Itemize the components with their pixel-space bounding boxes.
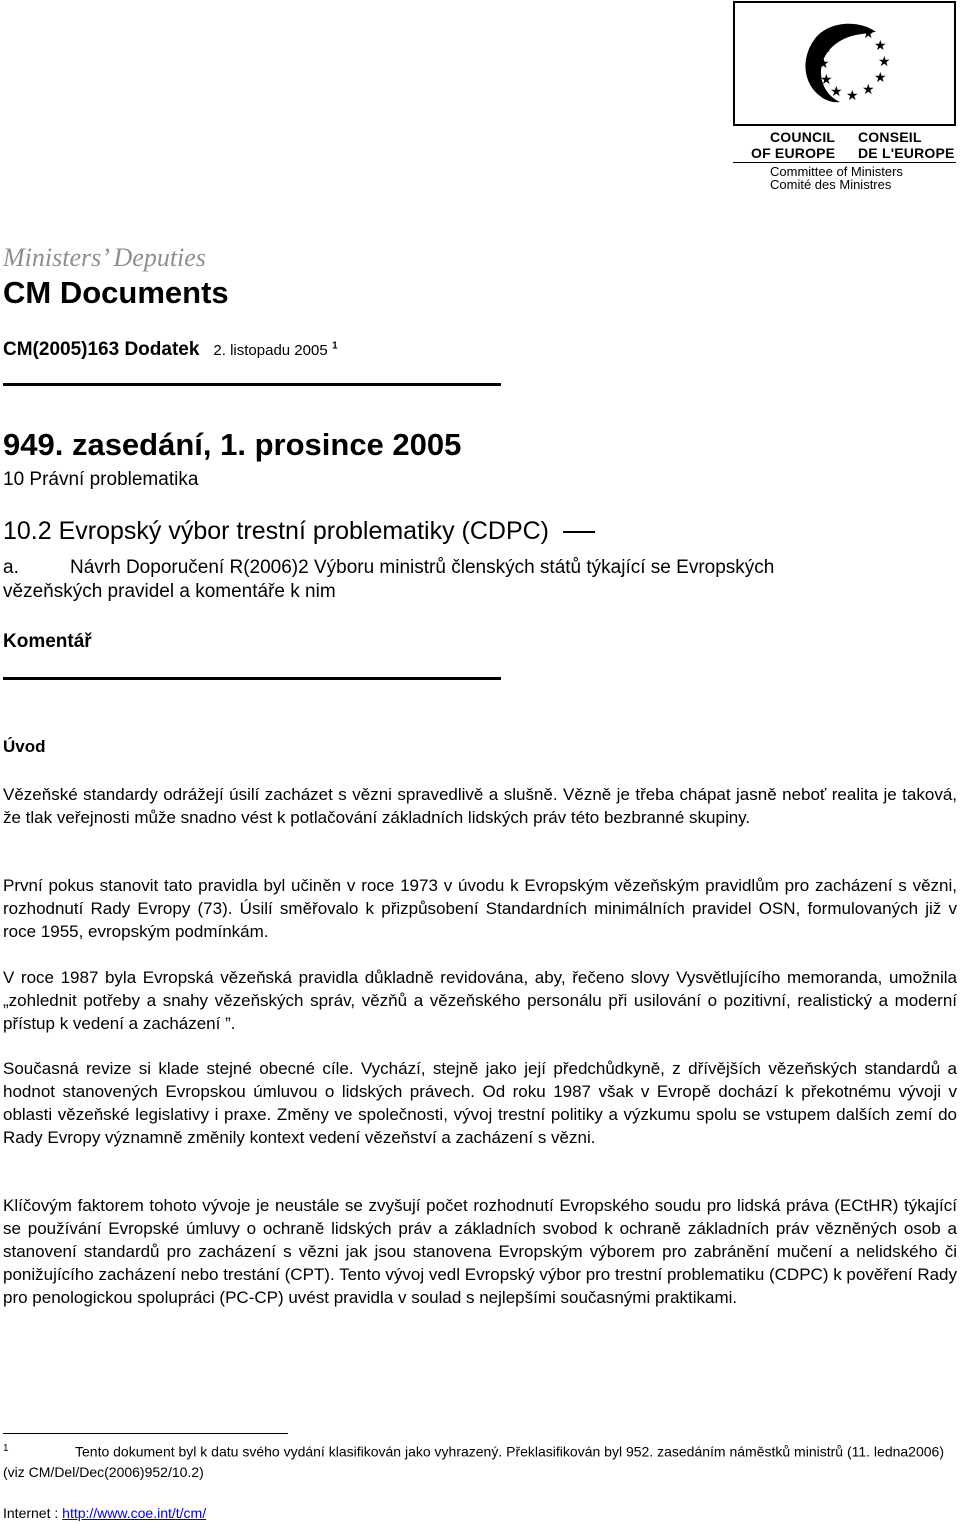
footnote-text: Tento dokument byl k datu svého vydání klasifikován jako vyhrazený. Překlasifikován byl 952. zasedáním náměstků ministrů (11. ledna2006) (viz CM/Del/Dec(2006)952/10.2): [3, 1443, 944, 1480]
document-reference-line: [3, 339, 338, 361]
svg-text:★: ★: [862, 82, 875, 98]
svg-text:★: ★: [817, 56, 830, 72]
logo-committee-text: Committee of Ministers: [770, 164, 903, 179]
svg-text:★: ★: [874, 38, 887, 54]
logo-conseil-text: CONSEIL: [858, 129, 922, 145]
paragraph: Klíčovým faktorem tohoto vývoje je neustále se zvyšují počet rozhodnutí Evropského soudu pro lidská práva (ECtHR) týkající se používání Evropské úmluvy o ochraně lidských práv a základních svobod k ochraně základních práv vězněných osob a stanovení standardů pro zacházení s vězni jak jsou stanovena Evropským výborem pro zabránění mučení a nelidského či ponižujícího zacházení nebo trestání (CPT). Tento vývoj vedl Evropský výbor pro trestní problematiku (CDPC) k pověření Rady pro penologickou spolupráci (PC-CP) uvést pravidla v soulad s nejlepšími současnými praktikami.: [3, 1196, 958, 1307]
footnote-divider: [3, 1433, 288, 1434]
svg-text:★: ★: [820, 40, 833, 56]
svg-text:★: ★: [874, 70, 887, 86]
svg-text:★: ★: [820, 72, 833, 88]
svg-text:★: ★: [878, 54, 891, 70]
paragraph: Vězeňské standardy odrážejí úsilí zacházet s vězni spravedlivě a slušně. Vězně je třeba chápat jasně neboť realita je taková, že tlak veřejnosti může snadno vést k potlačování základních lidských práv této bezbranné skupiny.: [3, 785, 957, 827]
dash: [563, 531, 595, 533]
footnote-number: 1: [3, 1443, 9, 1454]
draft-text-1: Návrh Doporučení R(2006)2 Výboru ministrů členských států týkající se Evropských: [70, 557, 775, 578]
website-link[interactable]: http://www.coe.int/t/cm/: [62, 1505, 207, 1521]
logo-de-leurope-text: DE L'EUROPE: [858, 145, 955, 161]
document-date: 2. listopadu 2005: [213, 342, 328, 359]
paragraph: První pokus stanovit tato pravidla byl učiněn v roce 1973 v úvodu k Evropským vězeňským pravidlům pro zacházení s vězni, rozhodnutí Rady Evropy (73). Úsilí směřovalo k přizpůsobení Standardních minimálních pravidel OSN, formulovaných již v roce 1955, evropským podmínkám.: [3, 876, 957, 941]
footnote: [3, 1439, 957, 1482]
deputies-heading: Ministers’ Deputies: [3, 243, 206, 272]
draft-line-2: vězeňských pravidel a komentáře k nim: [3, 581, 336, 602]
comment-heading: Komentář: [3, 631, 92, 652]
council-of-europe-logo-icon: [790, 18, 902, 110]
paragraph: Současná revize si klade stejné obecné cíle. Vychází, stejně jako její předchůdkyně, z dřívějších vězeňských standardů a hodnot stanovených Evropskou úmluvou o lidských právech. Od roku 1987 však v Evropě dochází k překotnému vývoji v oblasti vězeňské legislativy i praxe. Změny ve společnosti, vývoj trestní politiky a výzkumu spolu se vstupem dalších zemí do Rady Evropy významně změnily kontext vedení vězeňství a zacházení s vězni.: [3, 1059, 957, 1147]
meeting-title: 949. zasedání, 1. prosince 2005: [3, 427, 462, 462]
divider: [3, 383, 501, 386]
logo-comite-text: Comité des Ministres: [770, 177, 892, 192]
svg-text:★: ★: [846, 22, 859, 38]
svg-text:★: ★: [830, 28, 843, 44]
agenda-item: 10 Právní problematika: [3, 469, 199, 490]
draft-letter: a.: [3, 557, 19, 578]
agenda-subitem-label: 10.2 Evropský výbor trestní problematiky (CDPC): [3, 517, 550, 545]
agenda-subitem: [3, 517, 595, 546]
draft-line-1: [3, 557, 774, 579]
logo-council-text: COUNCIL: [770, 129, 836, 145]
document-reference: CM(2005)163 Dodatek: [3, 339, 200, 360]
logo-divider: [733, 162, 956, 163]
paragraph: V roce 1987 byla Evropská vězeňská pravidla důkladně revidována, aby, řečeno slovy Vysvětlujícího memoranda, umožnila „zohlednit potřeby a snahy vězeňských správ, vězňů a vězeňského personálu při usilování o pozitivní, realistický a moderní přístup k vedení a zacházení ”.: [3, 968, 957, 1033]
svg-text:★: ★: [846, 88, 859, 104]
footer-label: Internet :: [3, 1505, 59, 1521]
svg-text:★: ★: [830, 84, 843, 100]
footnote-marker[interactable]: 1: [332, 340, 338, 352]
svg-text:★: ★: [862, 26, 875, 42]
intro-heading: Úvod: [3, 737, 46, 756]
page-title: CM Documents: [3, 275, 229, 310]
footer: [3, 1505, 206, 1521]
divider: [3, 677, 501, 680]
logo-of-europe-text: OF EUROPE: [751, 145, 836, 161]
